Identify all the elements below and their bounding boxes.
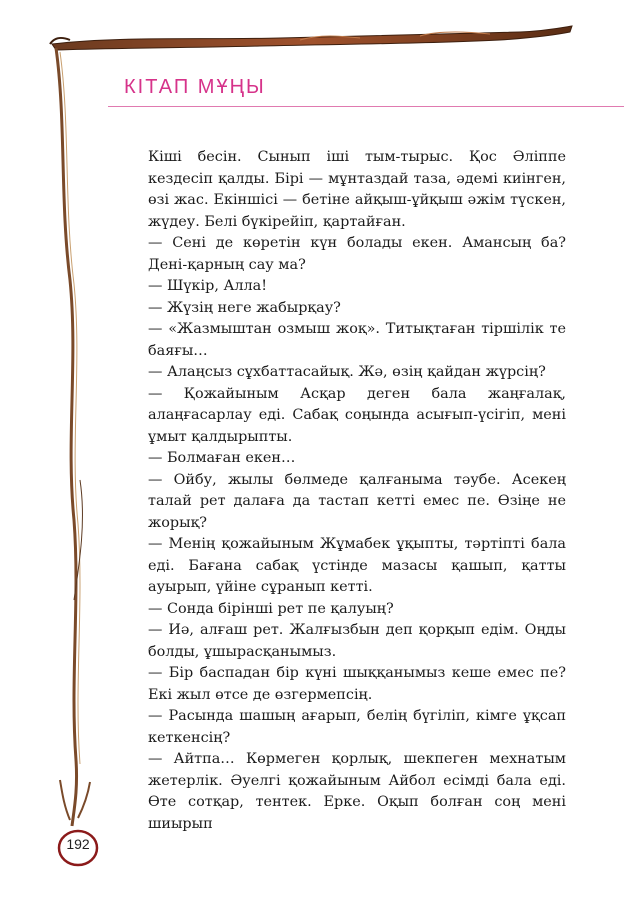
paragraph: — Сені де көретін күн болады екен. Амансың ба? Дені-қарның сау ма?	[148, 235, 566, 273]
paragraph: — Менің қожайыным Жұмабек ұқыпты, тәртіпті бала еді. Бағана сабақ үстінде мазасы қашып, қатты ауырып, үйіне сұранып кетті.	[148, 536, 566, 595]
paragraph: — Ойбу, жылы бөлмеде қалғаныма тәубе. Асекең талай рет далаға да тастап кетті емес пе. Өзіңе не жорық?	[148, 471, 566, 531]
paragraph: Кіші бесін. Сынып іші тым-тырыс. Қос Әліппе кездесіп қалды. Бірі — мұнтаздай таза, әдемі киінген, өзі жас. Екіншісі — бетіне айқыш-ұйқыш әжім түскен, жүдеу. Белі бүкірейіп, қартайған.	[148, 149, 566, 230]
chapter-title: КІТАП МҰҢЫ	[124, 76, 266, 98]
left-vine	[56, 48, 77, 826]
paragraph: — Бір баспадан бір күні шыққанымыз кеше емес пе? Екі жыл өтсе де өзгермепсің.	[148, 665, 566, 703]
page-number: 192	[66, 836, 90, 852]
paragraph: — Алаңсыз сұхбаттасайық. Жә, өзің қайдан жүрсің?	[148, 364, 546, 380]
top-branch	[52, 26, 572, 50]
paragraph: — Болмаған екен…	[148, 450, 296, 466]
paragraph: — Қожайыным Асқар деген бала жаңғалақ, алаңғасарлау еді. Сабақ соңында асығып-үсігіп, мені ұмыт қалдырыпты.	[148, 385, 566, 445]
paragraph: — Жүзің неге жабырқау?	[148, 299, 341, 316]
body-text	[148, 147, 566, 835]
paragraph: — Расында шашың ағарып, белің бүгіліп, кімге ұқсап кеткенсің?	[148, 708, 566, 746]
paragraph: — Шүкір, Алла!	[148, 278, 268, 294]
paragraph: — «Жазмыштан озмыш жоқ». Титықтаған тіршілік те баяғы…	[148, 321, 566, 359]
title-divider	[108, 106, 624, 107]
paragraph: — Сонда бірінші рет пе қалуың?	[148, 600, 394, 617]
paragraph: — Айтпа… Көрмеген қорлық, шекпеген мехнатым жетерлік. Әуелгі қожайыным Айбол есімді бала еді. Өте сотқар, тентек. Ерке. Оқып болған соң мені шиырып	[148, 751, 566, 832]
paragraph: — Иә, алғаш рет. Жалғызбын деп қорқып едім. Оңды болды, ұшырасқанымыз.	[148, 622, 566, 660]
